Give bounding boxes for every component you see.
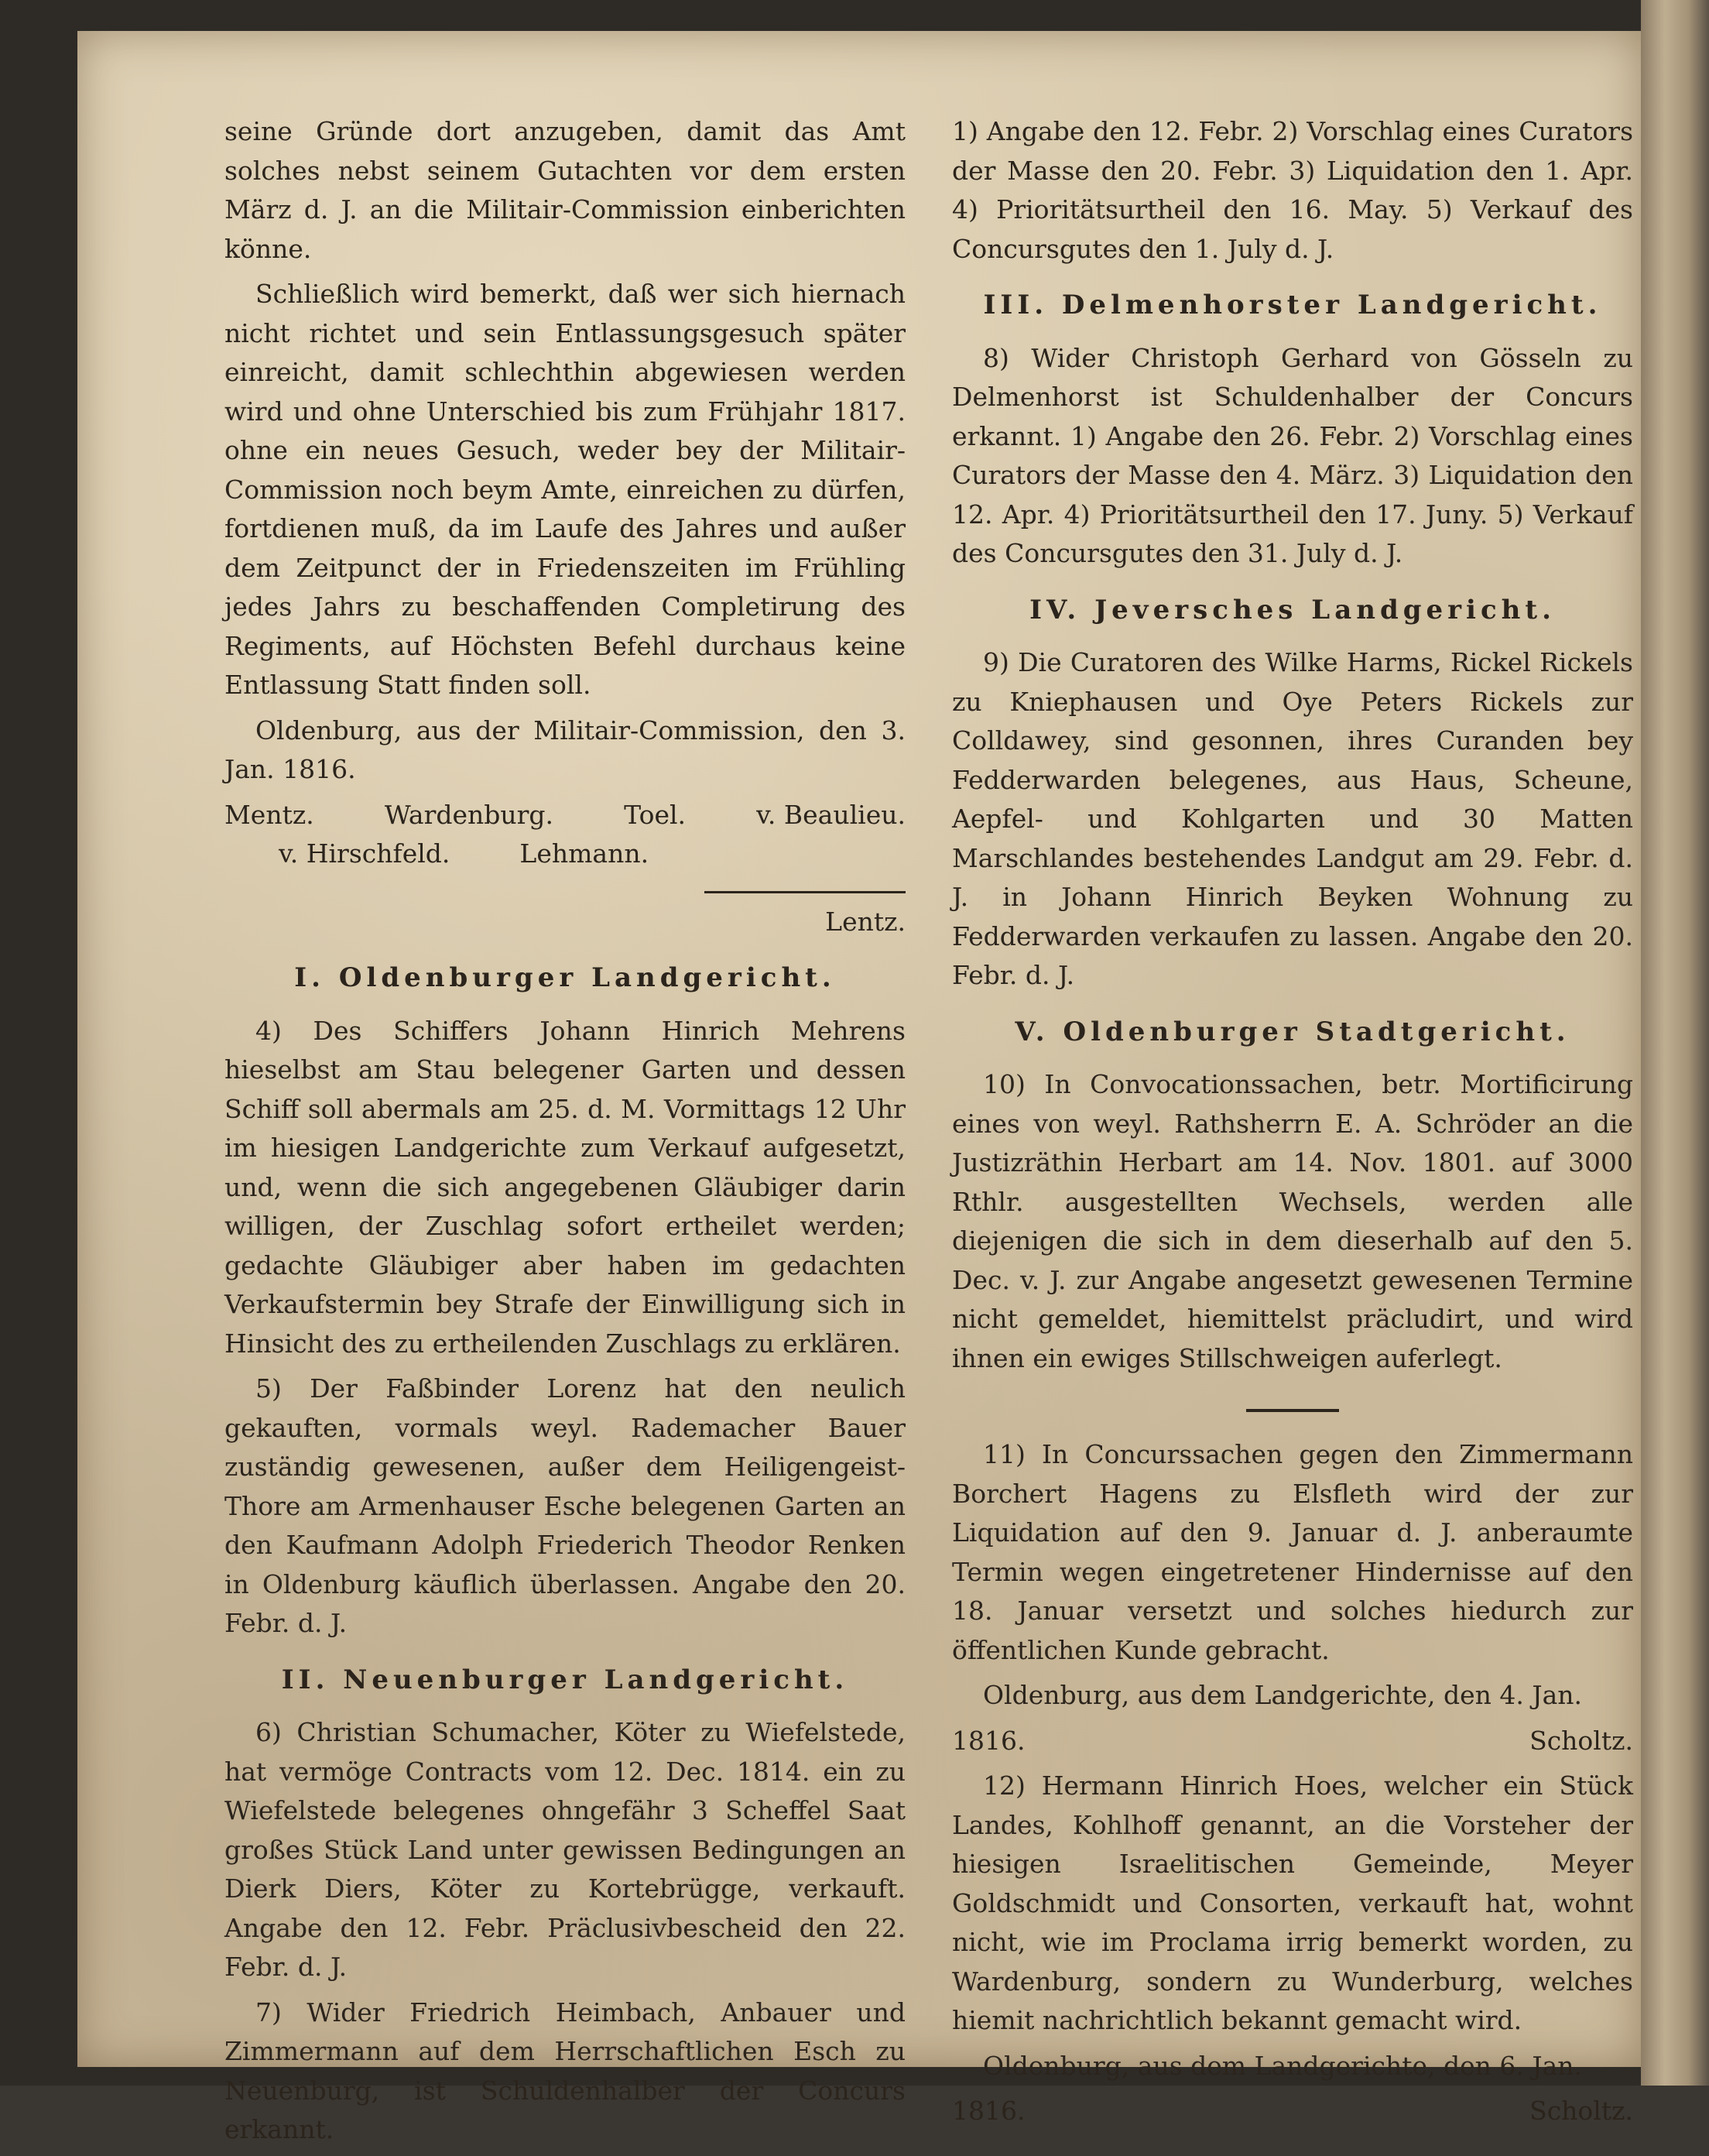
notice-item-12: 12) Hermann Hinrich Hoes, welcher ein Stück Landes, Kohlhoff genannt, an die Vorsteher der hiesigen Israelitischen Gemeinde, Meyer Goldschmidt und Consorten, verkauft hat, wohnt nicht, wie im Proclama irrig bemerkt worden, zu Wardenburg, sondern zu Wunderburg, welches hiemit nachrichtlich bekannt gemacht wird. xyxy=(952,1770,1633,2035)
notice-item-12-dateline: Oldenburg, aus dem Landgerichte, den 6. Jan. xyxy=(983,2050,1583,2081)
notice-item-11-dateline: Oldenburg, aus dem Landgerichte, den 4. Jan. xyxy=(983,1680,1583,1710)
intro-paragraph-1: seine Gründe dort anzugeben, damit das Amt solches nebst seinem Gutachten vor dem ersten März d. J. an die Militair-Commission einberichten könne. xyxy=(224,116,906,264)
signature-rule xyxy=(704,891,906,893)
notice-item-12-signature-line xyxy=(952,2092,1633,2131)
signature-row-1 xyxy=(224,796,906,835)
section-heading-jeversches-landgericht: IV. Jeversches Landgericht. xyxy=(1029,594,1556,626)
section-heading-oldenburger-stadtgericht: V. Oldenburger Stadtgericht. xyxy=(1015,1016,1570,1047)
year: 1816. xyxy=(952,2096,1026,2126)
left-column xyxy=(224,112,906,2156)
signature-scholtz: Scholtz. xyxy=(1529,1725,1633,1756)
intro-dateline: Oldenburg, aus der Militair-Commission, den 3. Jan. 1816. xyxy=(224,715,906,784)
notice-item-11: 11) In Concurssachen gegen den Zimmermann Borchert Hagens zu Elsfleth wird der zur Liquidation auf den 9. Januar d. J. anberaumte Termin wegen eingetretener Hindernisse auf den 18. Januar versetzt und solches hiedurch zur öffentlichen Kunde gebracht. xyxy=(952,1439,1633,1665)
section-divider xyxy=(1246,1409,1339,1412)
notice-item-7: 7) Wider Friedrich Heimbach, Anbauer und Zimmermann auf dem Herrschaftlichen Esch zu Neuenburg, ist Schuldenhalber der Concurs erkannt. xyxy=(224,1997,906,2144)
signature-lentz: Lentz. xyxy=(825,906,906,937)
signature: v. Hirschfeld. xyxy=(279,838,450,869)
notice-item-4: 4) Des Schiffers Johann Hinrich Mehrens hieselbst am Stau belegener Garten und dessen Schiff soll abermals am 25. d. M. Vormittags 12 Uhr im hiesigen Landgerichte zum Verkauf aufgesetzt, und, wenn die sich angegebenen Gläubiger darin willigen, der Zuschlag sofort ertheilet werden; gedachte Gläubiger aber haben im gedachten Verkaufstermin bey Strafe der Einwilligung sich in Hinsicht des zu ertheilenden Zuschlags zu erklären. xyxy=(224,1015,906,1359)
signature: Toel. xyxy=(624,799,687,830)
signature: Mentz. xyxy=(224,799,314,830)
notice-item-6: 6) Christian Schumacher, Köter zu Wiefelstede, hat vermöge Contracts vom 12. Dec. 1814. ein zu Wiefelstede belegenes ohngefähr 3 Scheffel Saat großes Stück Land unter gewissen Bedingungen an Dierk Diers, Köter zu Kortebrügge, verkauft. Angabe den 12. Febr. Präclusivbescheid den 22. Febr. d. J. xyxy=(224,1717,906,1982)
signature: Lehmann. xyxy=(519,838,649,869)
notice-item-11-signature-line xyxy=(952,1722,1633,1761)
intro-paragraph-2: Schließlich wird bemerkt, daß wer sich hiernach nicht richtet und sein Entlassungsgesuch später einreicht, damit schlechthin abgewiesen werden wird und ohne Unterschied bis zum Frühjahr 1817. ohne ein neues Gesuch, weder bey der Militair-Commission noch beym Amte, einreichen zu dürfen, fortdienen muß, da im Laufe des Jahres und außer dem Zeitpunct der in Friedenszeiten im Frühling jedes Jahrs zu beschaffenden Completirung des Regiments, auf Höchsten Befehl durchaus keine Entlassung Statt finden soll. xyxy=(224,279,906,700)
year: 1816. xyxy=(952,1725,1026,1756)
notice-item-10: 10) In Convocationssachen, betr. Mortificirung eines von weyl. Rathsherrn E. A. Schröder an die Justizräthin Herbart am 14. Nov. 1801. auf 3000 Rthlr. ausgestellten Wechsels, werden alle diejenigen die sich in dem dieserhalb auf den 5. Dec. v. J. zur Angabe angesetzt gewesenen Termine nicht gemeldet, hiemittelst präcludirt, und wird ihnen ein ewiges Stillschweigen auferlegt. xyxy=(952,1069,1633,1373)
right-column xyxy=(952,112,1633,2137)
section-heading-delmenhorster-landgericht: III. Delmenhorster Landgericht. xyxy=(983,290,1602,320)
notice-continuation: 1) Angabe den 12. Febr. 2) Vorschlag eines Curators der Masse den 20. Febr. 3) Liquidation den 1. Apr. 4) Prioritätsurtheil den 16. May. 5) Verkauf des Concursgutes den 1. July d. J. xyxy=(952,116,1633,264)
section-heading-oldenburger-landgericht: I. Oldenburger Landgericht. xyxy=(294,962,836,993)
signature: v. Beaulieu. xyxy=(756,799,906,830)
signature: Wardenburg. xyxy=(384,799,554,830)
notice-item-5: 5) Der Faßbinder Lorenz hat den neulich gekauften, vormals weyl. Rademacher Bauer zuständig gewesenen, außer dem Heiligengeist-Thore am Armenhauser Esche belegenen Garten an den Kaufmann Adolph Friederich Theodor Renken in Oldenburg käuflich überlassen. Angabe den 20. Febr. d. J. xyxy=(224,1373,906,1638)
signature-row-2 xyxy=(224,835,906,874)
signature-scholtz: Scholtz. xyxy=(1529,2096,1633,2126)
section-heading-neuenburger-landgericht: II. Neuenburger Landgericht. xyxy=(281,1664,849,1695)
notice-item-8: 8) Wider Christoph Gerhard von Gösseln zu Delmenhorst ist Schuldenhalber der Concurs erkannt. 1) Angabe den 26. Febr. 2) Vorschlag eines Curators der Masse den 4. März. 3) Liquidation den 12. Apr. 4) Prioritätsurtheil den 17. Juny. 5) Verkauf des Concursgutes den 31. July d. J. xyxy=(952,342,1633,568)
book-spine-edge xyxy=(1641,0,1709,2086)
notice-item-9: 9) Die Curatoren des Wilke Harms, Rickel Rickels zu Kniephausen und Oye Peters Rickels zur Colldawey, sind gesonnen, ihres Curanden bey Fedderwarden belegenes, aus Haus, Scheune, Aepfel- und Kohlgarten und 30 Matten Marschlandes bestehendes Landgut am 29. Febr. d. J. in Johann Hinrich Beyken Wohnung zu Fedderwarden verkaufen zu lassen. Angabe den 20. Febr. d. J. xyxy=(952,647,1633,990)
